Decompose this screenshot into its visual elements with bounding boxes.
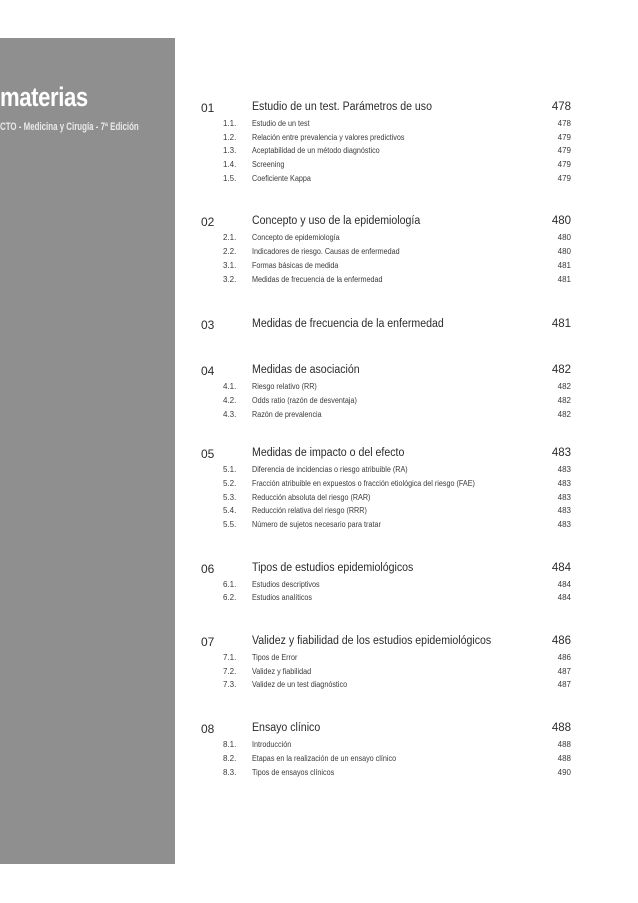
chapter-page: 478 <box>551 101 571 113</box>
chapter-heading <box>201 635 571 653</box>
section-page: 478 <box>557 119 571 128</box>
chapter-number: 03 <box>201 318 215 333</box>
list-item <box>201 133 571 147</box>
section-number: 7.2. <box>223 666 237 676</box>
chapter-heading <box>201 318 571 336</box>
section-page: 481 <box>557 274 571 284</box>
list-item <box>201 160 571 174</box>
section-number: 5.1. <box>223 465 237 475</box>
section-number: 8.3. <box>223 767 237 777</box>
section-page: 483 <box>557 478 571 488</box>
list-item <box>201 382 571 396</box>
section-number: 7.1. <box>223 653 237 663</box>
list-item <box>201 768 571 782</box>
section-list <box>201 119 571 187</box>
chapter-title: Estudio de un test. Parámetros de uso <box>252 101 432 113</box>
section-number: 4.2. <box>223 395 237 405</box>
section-number: 3.2. <box>223 274 237 284</box>
section-number: 8.2. <box>223 753 237 763</box>
section-title: Indicadores de riesgo. Causas de enfermedad <box>252 247 400 257</box>
list-item <box>201 174 571 188</box>
section-page: 482 <box>557 382 571 392</box>
chapter-heading <box>201 447 571 465</box>
table-of-contents <box>201 101 571 781</box>
list-item <box>201 146 571 160</box>
section-number: 2.1. <box>223 233 237 243</box>
section-page: 480 <box>557 233 571 243</box>
list-item <box>201 754 571 768</box>
chapter <box>201 364 571 423</box>
section-title: Razón de prevalencia <box>252 409 322 419</box>
section-page: 480 <box>557 247 571 257</box>
chapter <box>201 215 571 288</box>
section-number: 1.2. <box>223 132 237 142</box>
section-title: Reducción relativa del riesgo (RRR) <box>252 506 367 516</box>
section-title: Validez y fiabilidad <box>252 666 312 676</box>
section-number: 1.3. <box>223 146 237 156</box>
section-list <box>201 233 571 288</box>
section-page: 487 <box>557 666 571 676</box>
sidebar-title: materias <box>0 82 88 112</box>
section-list <box>201 740 571 781</box>
section-page: 479 <box>557 173 571 183</box>
chapter <box>201 318 571 336</box>
section-title: Estudio de un test <box>252 119 310 128</box>
section-page: 484 <box>557 593 571 603</box>
chapter-number: 01 <box>201 101 215 115</box>
section-list <box>201 465 571 533</box>
chapter-title: Concepto y uso de la epidemiología <box>252 215 421 228</box>
list-item <box>201 396 571 410</box>
chapter-number: 06 <box>201 561 215 576</box>
section-page: 483 <box>557 520 571 529</box>
chapter-heading <box>201 215 571 233</box>
list-item <box>201 653 571 667</box>
section-page: 487 <box>557 680 571 690</box>
chapter-number: 07 <box>201 635 215 650</box>
chapter-heading <box>201 364 571 382</box>
chapter-page: 484 <box>551 561 571 574</box>
section-page: 484 <box>557 579 571 589</box>
list-item <box>201 493 571 507</box>
chapter-page: 486 <box>551 635 571 648</box>
list-item <box>201 593 571 607</box>
section-title: Estudios analíticos <box>252 593 313 603</box>
list-item <box>201 506 571 520</box>
chapter-number: 04 <box>201 364 215 379</box>
section-title: Fracción atribuible en expuestos o fracción etiológica del riesgo (FAE) <box>252 478 475 488</box>
section-number: 1.5. <box>223 173 237 183</box>
section-title: Odds ratio (razón de desventaja) <box>252 395 357 405</box>
section-number: 6.2. <box>223 593 237 603</box>
list-item <box>201 580 571 594</box>
chapter-title: Validez y fiabilidad de los estudios epidemiológicos <box>252 635 492 648</box>
list-item <box>201 479 571 493</box>
list-item <box>201 247 571 261</box>
chapter-number: 08 <box>201 722 215 737</box>
chapter-page: 488 <box>551 722 571 735</box>
section-title: Riesgo relativo (RR) <box>252 382 317 392</box>
section-page: 481 <box>557 260 571 270</box>
list-item <box>201 275 571 289</box>
chapter-page: 480 <box>551 215 571 228</box>
section-page: 488 <box>557 740 571 750</box>
section-page: 490 <box>557 767 571 777</box>
section-title: Relación entre prevalencia y valores predictivos <box>252 132 405 142</box>
section-number: 5.2. <box>223 478 237 488</box>
section-title: Tipos de Error <box>252 653 298 663</box>
section-page: 479 <box>557 160 571 170</box>
section-number: 2.2. <box>223 247 237 257</box>
sidebar-subtitle: CTO - Medicina y Cirugía - 7ª Edición <box>0 121 139 133</box>
chapter <box>201 562 571 607</box>
list-item <box>201 410 571 424</box>
section-title: Validez de un test diagnóstico <box>252 680 348 690</box>
chapter <box>201 635 571 694</box>
list-item <box>201 680 571 694</box>
section-title: Aceptabilidad de un método diagnóstico <box>252 146 380 156</box>
chapter-page: 483 <box>551 447 571 460</box>
section-title: Medidas de frecuencia de la enfermedad <box>252 274 383 284</box>
section-number: 6.1. <box>223 579 237 589</box>
chapter-title: Ensayo clínico <box>252 722 321 735</box>
section-number: 1.4. <box>223 160 237 170</box>
list-item <box>201 520 571 534</box>
chapter <box>201 447 571 533</box>
section-list <box>201 653 571 694</box>
chapter-title: Medidas de impacto o del efecto <box>252 447 405 460</box>
list-item <box>201 667 571 681</box>
section-title: Coeficiente Kappa <box>252 173 311 183</box>
chapter-title: Medidas de frecuencia de la enfermedad <box>252 318 444 331</box>
section-page: 483 <box>557 506 571 516</box>
section-title: Estudios descriptivos <box>252 579 320 589</box>
section-page: 486 <box>557 653 571 663</box>
section-number: 5.3. <box>223 492 237 502</box>
section-number: 1.1. <box>223 119 237 128</box>
chapter-title: Medidas de asociación <box>252 364 360 377</box>
chapter-number: 05 <box>201 447 215 462</box>
section-title: Screening <box>252 160 285 170</box>
section-title: Número de sujetos necesario para tratar <box>252 520 381 529</box>
section-list <box>201 382 571 423</box>
section-page: 488 <box>557 753 571 763</box>
chapter <box>201 101 571 187</box>
section-number: 8.1. <box>223 740 237 750</box>
section-page: 483 <box>557 492 571 502</box>
list-item <box>201 119 571 133</box>
list-item <box>201 740 571 754</box>
chapter-number: 02 <box>201 215 215 230</box>
section-page: 479 <box>557 132 571 142</box>
chapter-title: Tipos de estudios epidemiológicos <box>252 561 414 574</box>
chapter-heading <box>201 722 571 740</box>
section-page: 482 <box>557 395 571 405</box>
section-page: 483 <box>557 465 571 475</box>
section-number: 5.5. <box>223 520 237 529</box>
list-item <box>201 465 571 479</box>
section-page: 482 <box>557 409 571 419</box>
section-title: Introducción <box>252 740 292 750</box>
section-number: 5.4. <box>223 506 237 516</box>
chapter <box>201 722 571 781</box>
sidebar-band <box>0 38 175 864</box>
chapter-heading <box>201 562 571 580</box>
chapter-heading <box>201 101 571 119</box>
list-item <box>201 261 571 275</box>
chapter-page: 482 <box>551 364 571 377</box>
section-title: Formas básicas de medida <box>252 260 339 270</box>
section-number: 3.1. <box>223 260 237 270</box>
section-title: Diferencia de incidencias o riesgo atribuible (RA) <box>252 465 408 475</box>
chapter-page: 481 <box>551 318 571 331</box>
section-page: 479 <box>557 146 571 156</box>
section-number: 4.3. <box>223 409 237 419</box>
section-title: Concepto de epidemiología <box>252 233 340 243</box>
section-number: 7.3. <box>223 680 237 690</box>
section-number: 4.1. <box>223 382 237 392</box>
section-title: Reducción absoluta del riesgo (RAR) <box>252 492 371 502</box>
section-list <box>201 580 571 607</box>
section-title: Tipos de ensayos clínicos <box>252 767 335 777</box>
list-item <box>201 233 571 247</box>
section-title: Etapas en la realización de un ensayo clínico <box>252 753 397 763</box>
